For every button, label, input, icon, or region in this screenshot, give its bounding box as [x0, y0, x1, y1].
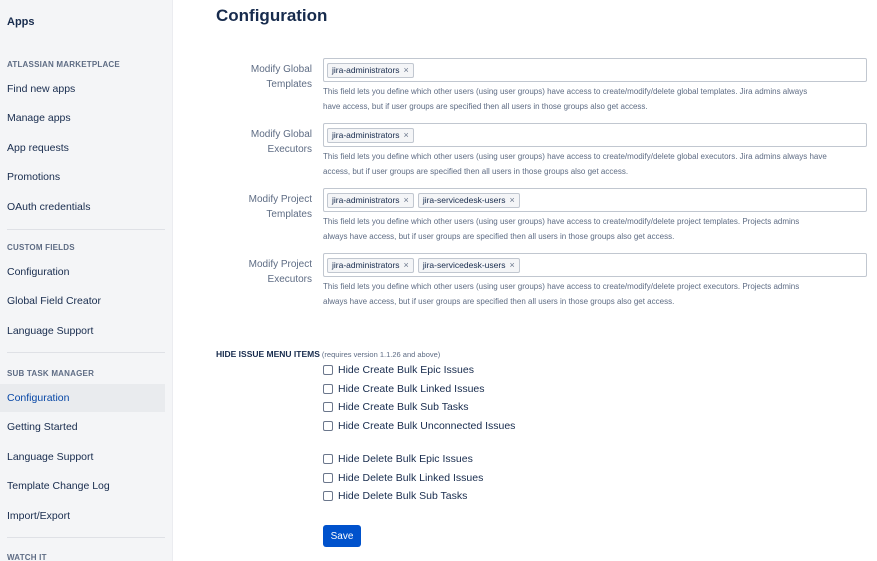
- help-line: This field lets you define which other users (using user groups) have access to create/modify/delete project templates. Projects admins: [323, 217, 800, 226]
- field-label-global-executors: [216, 127, 312, 157]
- sidebar-section-watch-it: WATCH IT: [7, 553, 47, 561]
- checkbox-label: Hide Create Bulk Sub Tasks: [338, 401, 469, 413]
- checkbox-label: Hide Create Bulk Linked Issues: [338, 383, 485, 395]
- group-tag: [418, 193, 520, 208]
- tag-label: jira-servicedesk-users: [422, 260, 506, 270]
- remove-tag-icon[interactable]: ×: [403, 65, 409, 75]
- sidebar-divider: [7, 537, 165, 538]
- hide-delete-bulk-epic-option[interactable]: [323, 452, 473, 466]
- field-label-project-templates: [216, 192, 312, 222]
- help-line: This field lets you define which other users (using user groups) have access to create/modify/delete global templates. Jira admins always: [323, 87, 808, 96]
- label-line: Templates: [266, 209, 312, 220]
- section-heading-text: HIDE ISSUE MENU ITEMS: [216, 349, 320, 359]
- checkbox[interactable]: [323, 402, 333, 412]
- field-label-global-templates: [216, 62, 312, 92]
- save-button[interactable]: Save: [323, 525, 361, 547]
- group-tag: [327, 258, 414, 273]
- sidebar-item-app-requests[interactable]: App requests: [7, 142, 69, 154]
- sidebar-item-stm-language-support[interactable]: Language Support: [7, 451, 94, 463]
- sidebar-item-import-export[interactable]: Import/Export: [7, 510, 71, 522]
- checkbox[interactable]: [323, 473, 333, 483]
- project-executors-groups-input[interactable]: [323, 253, 867, 277]
- help-line: have access, but if user groups are specified then all users in those groups also get access.: [323, 102, 648, 111]
- sidebar-item-manage-apps[interactable]: Manage apps: [7, 112, 71, 124]
- project-templates-groups-input[interactable]: [323, 188, 867, 212]
- sidebar-section-sub-task-manager: SUB TASK MANAGER: [7, 369, 95, 378]
- field-help-global-templates: [323, 84, 875, 114]
- remove-tag-icon[interactable]: ×: [403, 130, 409, 140]
- tag-label: jira-administrators: [332, 260, 400, 270]
- help-line: always have access, but if user groups are specified then all users in those groups also get access.: [323, 297, 675, 306]
- checkbox[interactable]: [323, 454, 333, 464]
- sidebar-item-find-new-apps[interactable]: Find new apps: [7, 83, 76, 95]
- hide-create-bulk-linked-option[interactable]: [323, 382, 485, 396]
- remove-tag-icon[interactable]: ×: [403, 195, 409, 205]
- checkbox[interactable]: [323, 491, 333, 501]
- checkbox[interactable]: [323, 421, 333, 431]
- hide-delete-bulk-subtasks-option[interactable]: [323, 489, 467, 503]
- hide-delete-bulk-linked-option[interactable]: [323, 471, 483, 485]
- help-line: This field lets you define which other users (using user groups) have access to create/modify/delete global executors. Jira admins always have: [323, 152, 827, 161]
- help-line: access, but if user groups are specified then all users in those groups also get access.: [323, 167, 629, 176]
- checkbox-label: Hide Create Bulk Epic Issues: [338, 364, 474, 376]
- field-help-project-templates: [323, 214, 875, 244]
- sidebar-item-cf-configuration[interactable]: Configuration: [7, 266, 70, 278]
- remove-tag-icon[interactable]: ×: [403, 260, 409, 270]
- field-help-global-executors: [323, 149, 875, 179]
- sidebar-divider: [7, 229, 165, 230]
- remove-tag-icon[interactable]: ×: [509, 195, 515, 205]
- sidebar: [0, 0, 173, 561]
- tag-label: jira-administrators: [332, 65, 400, 75]
- global-executors-groups-input[interactable]: [323, 123, 867, 147]
- sidebar-item-oauth-credentials[interactable]: OAuth credentials: [7, 201, 91, 213]
- sidebar-section-custom-fields: CUSTOM FIELDS: [7, 243, 75, 252]
- sidebar-item-global-field-creator[interactable]: Global Field Creator: [7, 295, 101, 307]
- help-line: always have access, but if user groups are specified then all users in those groups also get access.: [323, 232, 675, 241]
- group-tag: [418, 258, 520, 273]
- hide-create-bulk-epic-option[interactable]: [323, 363, 474, 377]
- label-line: Modify Global: [250, 64, 312, 75]
- sidebar-item-cf-language-support[interactable]: Language Support: [7, 325, 94, 337]
- sidebar-title: Apps: [7, 16, 35, 28]
- group-tag: [327, 63, 414, 78]
- hide-create-bulk-unconnected-option[interactable]: [323, 419, 515, 433]
- tag-label: jira-administrators: [332, 195, 400, 205]
- sidebar-item-template-change-log[interactable]: Template Change Log: [7, 480, 110, 492]
- global-templates-groups-input[interactable]: [323, 58, 867, 82]
- label-line: Templates: [266, 79, 312, 90]
- tag-label: jira-servicedesk-users: [422, 195, 506, 205]
- label-line: Executors: [267, 274, 312, 285]
- checkbox-label: Hide Delete Bulk Epic Issues: [338, 453, 473, 465]
- checkbox-label: Hide Delete Bulk Linked Issues: [338, 472, 484, 484]
- hide-issue-menu-heading: [216, 349, 440, 359]
- group-tag: [327, 193, 414, 208]
- checkbox[interactable]: [323, 365, 333, 375]
- sidebar-item-getting-started[interactable]: Getting Started: [7, 421, 78, 433]
- checkbox[interactable]: [323, 384, 333, 394]
- label-line: Modify Project: [248, 194, 312, 205]
- tag-label: jira-administrators: [332, 130, 400, 140]
- label-line: Modify Project: [248, 259, 312, 270]
- label-line: Modify Global: [250, 129, 312, 140]
- sidebar-item-promotions[interactable]: Promotions: [7, 171, 61, 183]
- field-label-project-executors: [216, 257, 312, 287]
- help-line: This field lets you define which other users (using user groups) have access to create/modify/delete project executors. Projects admins: [323, 282, 800, 291]
- field-help-project-executors: [323, 279, 875, 309]
- version-note: (requires version 1.1.26 and above): [321, 350, 441, 359]
- page-title: Configuration: [216, 6, 328, 25]
- checkbox-label: Hide Create Bulk Unconnected Issues: [338, 420, 516, 432]
- remove-tag-icon[interactable]: ×: [509, 260, 515, 270]
- checkbox-label: Hide Delete Bulk Sub Tasks: [338, 490, 468, 502]
- sidebar-divider: [7, 352, 165, 353]
- sidebar-section-marketplace: ATLASSIAN MARKETPLACE: [7, 60, 120, 69]
- label-line: Executors: [267, 144, 312, 155]
- hide-create-bulk-subtasks-option[interactable]: [323, 400, 469, 414]
- group-tag: [327, 128, 414, 143]
- sidebar-item-stm-configuration[interactable]: Configuration: [0, 384, 165, 412]
